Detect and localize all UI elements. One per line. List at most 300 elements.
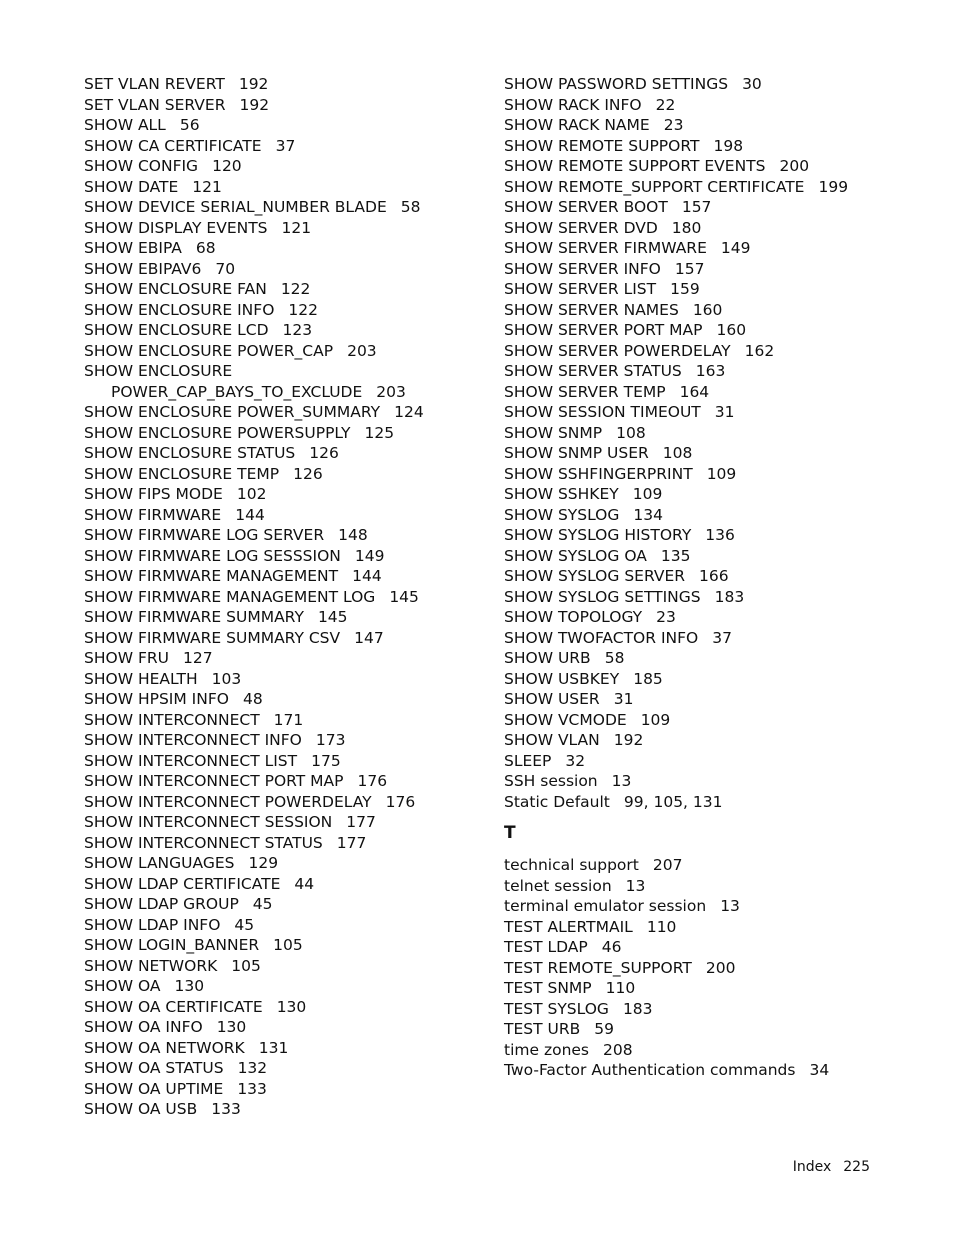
index-entry <box>84 300 484 321</box>
index-column-left <box>84 74 484 1120</box>
index-term: SHOW SERVER FIRMWARE <box>504 239 707 257</box>
index-page-ref[interactable]: 157 <box>674 259 705 278</box>
index-term: SHOW LOGIN_BANNER <box>84 936 260 954</box>
index-term: telnet session <box>504 876 612 895</box>
index-page-ref[interactable]: 103 <box>211 669 242 688</box>
index-term: SHOW LDAP GROUP <box>84 895 239 913</box>
index-term: SHOW OA STATUS <box>84 1059 224 1077</box>
index-page-ref[interactable]: 203 <box>347 341 377 360</box>
index-entry <box>84 505 484 526</box>
index-page-ref[interactable]: 58 <box>604 649 625 667</box>
index-page-ref[interactable]: 192 <box>238 75 269 93</box>
index-term: SHOW REMOTE SUPPORT EVENTS <box>504 157 766 175</box>
index-entry <box>84 402 484 423</box>
index-term: SET VLAN REVERT <box>84 75 225 93</box>
index-page-ref[interactable]: 148 <box>338 526 368 544</box>
index-entry <box>504 999 904 1020</box>
index-page-ref[interactable]: 207 <box>652 856 683 874</box>
index-entry <box>84 177 484 198</box>
index-page-ref[interactable]: 13 <box>625 876 646 895</box>
index-page-ref[interactable]: 31 <box>714 403 735 421</box>
index-entry <box>84 156 484 177</box>
index-page-ref[interactable]: 130 <box>276 997 307 1016</box>
index-term: SHOW ENCLOSURE TEMP <box>84 464 280 483</box>
index-entry <box>504 958 904 979</box>
index-term: SHOW ENCLOSURE FAN <box>84 280 267 298</box>
index-entry <box>504 402 904 423</box>
index-entry <box>504 937 904 958</box>
index-page-ref[interactable]: 123 <box>282 321 313 339</box>
index-term: SHOW ENCLOSURE LCD <box>84 321 269 339</box>
index-page-ref[interactable]: 144 <box>352 567 382 585</box>
index-section-s-continued <box>504 74 904 812</box>
index-entry <box>84 197 484 218</box>
index-page-ref[interactable]: 44 <box>294 874 315 893</box>
index-entry <box>504 177 904 198</box>
index-page-ref[interactable]: 149 <box>720 239 751 257</box>
index-entry <box>504 238 904 259</box>
index-term: SHOW INTERCONNECT INFO <box>84 731 302 749</box>
index-entry <box>84 1079 484 1100</box>
index-entry <box>84 136 484 157</box>
index-entry <box>84 648 484 669</box>
index-page-ref[interactable]: 192 <box>613 731 644 749</box>
index-entry <box>84 833 484 854</box>
index-page-ref[interactable]: 46 <box>601 938 622 956</box>
index-term: SHOW RACK NAME <box>504 116 650 134</box>
index-page-ref[interactable]: 173 <box>315 731 346 749</box>
index-page-ref[interactable]: 105 <box>231 956 261 975</box>
index-page-ref[interactable]: 145 <box>317 608 348 626</box>
index-entry <box>504 669 904 690</box>
index-entry <box>504 197 904 218</box>
index-entry <box>84 730 484 751</box>
index-entry <box>504 546 904 567</box>
page-number: 225 <box>843 1159 870 1175</box>
index-entry <box>84 997 484 1018</box>
index-entry <box>84 525 484 546</box>
index-term: Static Default <box>504 792 610 811</box>
index-page-ref[interactable]: 109 <box>640 710 671 729</box>
index-entry <box>504 505 904 526</box>
index-page-ref[interactable]: 160 <box>692 300 723 319</box>
index-term: SLEEP <box>504 751 552 770</box>
index-page-ref[interactable]: 122 <box>288 300 318 319</box>
index-entry <box>504 423 904 444</box>
index-page-ref[interactable]: 99, 105, 131 <box>623 792 723 811</box>
index-page-ref[interactable]: 37 <box>275 136 296 155</box>
index-term: SHOW REMOTE_SUPPORT CERTIFICATE <box>504 177 805 196</box>
index-term: SHOW TOPOLOGY <box>504 608 643 626</box>
index-page-ref[interactable]: 177 <box>346 813 376 831</box>
index-term: SHOW ENCLOSURE STATUS <box>84 444 296 462</box>
index-page-ref[interactable]: 109 <box>632 485 663 503</box>
index-page-ref[interactable]: 109 <box>706 464 737 483</box>
index-entry <box>84 443 484 464</box>
index-term: SHOW SERVER INFO <box>504 259 661 278</box>
index-entry <box>84 751 484 772</box>
index-page-ref[interactable]: 162 <box>744 341 775 360</box>
index-term: SHOW HPSIM INFO <box>84 690 229 708</box>
index-term: SHOW DISPLAY EVENTS <box>84 218 268 237</box>
index-page-ref[interactable]: 130 <box>174 977 205 995</box>
index-term: SHOW SESSION TIMEOUT <box>504 403 701 421</box>
index-term: SHOW CONFIG <box>84 157 199 175</box>
index-term: SHOW FIRMWARE LOG SERVER <box>84 526 325 544</box>
index-page-ref[interactable]: 177 <box>336 833 367 852</box>
index-page-ref[interactable]: 70 <box>215 259 236 278</box>
index-entry <box>84 238 484 259</box>
index-entry <box>84 669 484 690</box>
index-term: SHOW FRU <box>84 649 169 667</box>
index-term: TEST URB <box>504 1020 581 1038</box>
index-page-ref[interactable]: 120 <box>212 157 242 175</box>
index-entry <box>504 218 904 239</box>
index-page-ref[interactable]: 126 <box>293 464 323 483</box>
index-term: SHOW ENCLOSURE <box>84 362 233 380</box>
index-term: SHOW SERVER LIST <box>504 280 657 298</box>
index-term: SHOW INTERCONNECT PORT MAP <box>84 772 344 790</box>
index-entry <box>504 771 904 792</box>
index-page-ref[interactable]: 37 <box>712 628 732 647</box>
page-footer <box>793 1157 870 1177</box>
index-page-ref[interactable]: 105 <box>273 936 303 954</box>
index-entry <box>84 874 484 895</box>
index-entry <box>84 894 484 915</box>
index-term: terminal emulator session <box>504 897 707 915</box>
index-entry <box>504 566 904 587</box>
index-entry <box>504 136 904 157</box>
index-entry <box>504 648 904 669</box>
index-page-ref[interactable]: 163 <box>695 362 726 380</box>
index-section-letter: T <box>504 823 516 843</box>
index-entry <box>84 259 484 280</box>
index-term: SHOW SERVER NAMES <box>504 300 679 319</box>
index-entry <box>84 1038 484 1059</box>
index-entry <box>504 896 904 917</box>
index-entry <box>504 74 904 95</box>
index-term: SHOW INTERCONNECT LIST <box>84 751 298 770</box>
index-page-ref[interactable]: 160 <box>716 321 747 339</box>
index-page-ref[interactable]: 23 <box>663 116 684 134</box>
index-term: SHOW LDAP CERTIFICATE <box>84 874 281 893</box>
index-entry <box>84 95 484 116</box>
index-entry <box>84 628 484 649</box>
index-term: SHOW FIRMWARE SUMMARY CSV <box>84 628 341 647</box>
index-term: SHOW INTERCONNECT <box>84 710 260 729</box>
index-page-ref[interactable]: 110 <box>605 979 636 997</box>
index-term: SHOW SERVER POWERDELAY <box>504 341 731 360</box>
index-entry <box>84 689 484 710</box>
index-term: SHOW HEALTH <box>84 669 198 688</box>
index-term: SET VLAN SERVER <box>84 95 226 114</box>
index-term: SHOW ALL <box>84 116 166 134</box>
index-page-ref[interactable]: 31 <box>613 690 634 708</box>
index-entry <box>504 730 904 751</box>
index-entry <box>84 566 484 587</box>
index-page-ref[interactable]: 145 <box>389 587 419 606</box>
index-page-ref[interactable]: 132 <box>237 1059 268 1077</box>
index-page-ref[interactable]: 45 <box>252 895 273 913</box>
index-page-ref[interactable]: 13 <box>720 897 740 915</box>
index-page-ref[interactable]: 171 <box>273 710 304 729</box>
index-page-ref[interactable]: 180 <box>671 218 702 237</box>
index-page-ref[interactable]: 59 <box>594 1020 614 1038</box>
index-entry <box>504 587 904 608</box>
index-term: technical support <box>504 856 639 874</box>
index-entry <box>84 484 484 505</box>
index-page-ref[interactable]: 126 <box>309 444 339 462</box>
index-term: SHOW VCMODE <box>504 710 627 729</box>
index-column-right <box>504 74 904 1081</box>
index-page-ref[interactable]: 13 <box>611 772 632 790</box>
index-term: SHOW SNMP <box>504 423 603 442</box>
index-term: SHOW USBKEY <box>504 669 620 688</box>
index-term: SHOW FIRMWARE MANAGEMENT <box>84 567 339 585</box>
index-entry <box>504 855 904 876</box>
index-term: SHOW NETWORK <box>84 956 218 975</box>
index-page-ref[interactable]: 175 <box>311 751 341 770</box>
index-entry <box>504 628 904 649</box>
index-page-ref[interactable]: 208 <box>603 1040 633 1059</box>
index-page-ref[interactable]: 23 <box>656 608 676 626</box>
index-entry <box>504 751 904 772</box>
index-page-ref[interactable]: 133 <box>237 1079 267 1098</box>
index-term: POWER_CAP_BAYS_TO_EXCLUDE <box>111 382 363 401</box>
index-entry <box>84 710 484 731</box>
index-section-t <box>504 855 904 1081</box>
index-entry <box>84 607 484 628</box>
index-entry <box>84 423 484 444</box>
index-entry <box>504 792 904 813</box>
index-term: SHOW PASSWORD SETTINGS <box>504 75 729 93</box>
index-term: SHOW OA CERTIFICATE <box>84 997 263 1016</box>
index-term: time zones <box>504 1040 590 1059</box>
index-term: SHOW SERVER DVD <box>504 218 658 237</box>
index-entry <box>504 710 904 731</box>
index-entry <box>504 156 904 177</box>
index-term: SHOW VLAN <box>504 731 600 749</box>
index-page-ref[interactable]: 200 <box>705 958 736 977</box>
index-page-ref[interactable]: 102 <box>236 485 267 503</box>
index-term: SHOW SERVER BOOT <box>504 198 668 216</box>
index-term: SHOW EBIPA <box>84 239 182 257</box>
index-term: SHOW ENCLOSURE INFO <box>84 300 275 319</box>
index-entry <box>84 218 484 239</box>
index-page-ref[interactable]: 203 <box>376 382 406 401</box>
index-page-ref[interactable]: 22 <box>655 95 676 114</box>
index-term: SHOW USER <box>504 690 600 708</box>
index-page-ref[interactable]: 34 <box>809 1061 830 1079</box>
index-page-ref[interactable]: 131 <box>258 1038 289 1057</box>
index-term: TEST SNMP <box>504 979 592 997</box>
index-entry <box>504 1040 904 1061</box>
index-page-ref[interactable]: 185 <box>633 669 663 688</box>
index-entry <box>84 341 484 362</box>
index-entry <box>504 279 904 300</box>
index-entry <box>84 320 484 341</box>
index-page-ref[interactable]: 108 <box>616 423 646 442</box>
index-term: SSH session <box>504 772 598 790</box>
index-page-ref[interactable]: 68 <box>195 239 216 257</box>
index-term: SHOW OA NETWORK <box>84 1038 245 1057</box>
index-term: SHOW ENCLOSURE POWER_CAP <box>84 341 334 360</box>
index-page-ref[interactable]: 176 <box>385 792 416 811</box>
index-term: SHOW ENCLOSURE POWERSUPPLY <box>84 423 351 442</box>
index-entry <box>84 935 484 956</box>
index-entry <box>504 382 904 403</box>
index-term: SHOW EBIPAV6 <box>84 259 202 278</box>
index-entry <box>504 259 904 280</box>
index-term: TEST ALERTMAIL <box>504 917 633 936</box>
index-page-ref[interactable]: 199 <box>818 177 849 196</box>
index-term: SHOW SERVER STATUS <box>504 362 682 380</box>
index-entry <box>504 320 904 341</box>
index-term: SHOW DEVICE SERIAL_NUMBER BLADE <box>84 198 387 216</box>
index-entry <box>84 1099 484 1120</box>
index-entry <box>504 443 904 464</box>
index-page-ref[interactable]: 122 <box>280 280 311 298</box>
index-term: SHOW ENCLOSURE POWER_SUMMARY <box>84 403 381 421</box>
index-entry <box>504 361 904 382</box>
index-page-ref[interactable]: 125 <box>364 423 395 442</box>
index-page-ref[interactable]: 144 <box>235 505 265 524</box>
index-entry <box>504 689 904 710</box>
index-page-ref[interactable]: 58 <box>400 198 421 216</box>
index-entry <box>84 1017 484 1038</box>
index-page-ref[interactable]: 135 <box>660 546 691 565</box>
index-page-ref[interactable]: 133 <box>211 1100 241 1118</box>
index-entry <box>84 115 484 136</box>
index-term: SHOW SYSLOG SETTINGS <box>504 587 701 606</box>
index-term: Two-Factor Authentication commands <box>504 1061 796 1079</box>
index-entry <box>84 1058 484 1079</box>
index-entry <box>84 915 484 936</box>
index-page-ref[interactable]: 121 <box>281 218 312 237</box>
index-page-ref[interactable]: 147 <box>354 628 384 647</box>
index-page-ref[interactable]: 129 <box>248 854 279 872</box>
index-term: SHOW TWOFACTOR INFO <box>504 628 699 647</box>
index-term: SHOW OA INFO <box>84 1018 203 1036</box>
index-entry <box>504 876 904 897</box>
index-page-ref[interactable]: 183 <box>714 587 745 606</box>
index-term: SHOW OA USB <box>84 1100 198 1118</box>
index-term: SHOW SYSLOG OA <box>504 546 647 565</box>
index-entry <box>504 978 904 999</box>
index-page-ref[interactable]: 56 <box>179 116 200 134</box>
index-term: SHOW SSHFINGERPRINT <box>504 464 693 483</box>
index-entry <box>504 341 904 362</box>
index-term: SHOW LANGUAGES <box>84 854 235 872</box>
index-entry <box>84 279 484 300</box>
index-page-ref[interactable]: 176 <box>357 772 388 790</box>
index-entry <box>84 546 484 567</box>
index-page-ref[interactable]: 192 <box>239 95 270 114</box>
index-entry <box>504 464 904 485</box>
index-page-ref[interactable]: 45 <box>234 915 255 934</box>
index-entry <box>504 1060 904 1081</box>
index-term: SHOW DATE <box>84 177 179 196</box>
index-entry <box>84 976 484 997</box>
index-page-ref[interactable]: 134 <box>633 505 663 524</box>
index-term: SHOW OA UPTIME <box>84 1079 224 1098</box>
index-term: SHOW INTERCONNECT SESSION <box>84 813 333 831</box>
index-page-ref[interactable]: 110 <box>646 917 677 936</box>
index-page-ref[interactable]: 136 <box>705 526 735 544</box>
index-page-ref[interactable]: 157 <box>681 198 712 216</box>
index-term: SHOW FIRMWARE SUMMARY <box>84 608 304 626</box>
index-entry <box>84 771 484 792</box>
index-page-ref[interactable]: 166 <box>699 567 729 585</box>
index-entry <box>84 956 484 977</box>
index-page-ref[interactable]: 127 <box>182 649 213 667</box>
index-page-ref[interactable]: 183 <box>622 999 653 1018</box>
index-entry <box>84 853 484 874</box>
index-term: SHOW CA CERTIFICATE <box>84 136 262 155</box>
index-term: SHOW SERVER TEMP <box>504 382 666 401</box>
index-term: SHOW FIRMWARE <box>84 505 222 524</box>
index-term: SHOW SNMP USER <box>504 444 649 462</box>
index-term: SHOW INTERCONNECT STATUS <box>84 833 323 852</box>
index-term: SHOW SYSLOG <box>504 505 620 524</box>
index-term: SHOW SERVER PORT MAP <box>504 321 703 339</box>
index-term: SHOW INTERCONNECT POWERDELAY <box>84 792 372 811</box>
index-page-ref[interactable]: 159 <box>670 280 700 298</box>
index-entry <box>504 484 904 505</box>
index-entry <box>84 812 484 833</box>
index-page-ref[interactable]: 30 <box>742 75 762 93</box>
index-page-ref[interactable]: 32 <box>565 751 586 770</box>
index-term: TEST REMOTE_SUPPORT <box>504 958 692 977</box>
index-entry <box>84 587 484 608</box>
index-entry <box>504 917 904 938</box>
index-page-ref[interactable]: 121 <box>192 177 222 196</box>
index-term: SHOW SSHKEY <box>504 485 619 503</box>
index-page-ref[interactable]: 164 <box>679 382 710 401</box>
index-page-ref[interactable]: 198 <box>713 136 744 155</box>
index-term: SHOW SYSLOG HISTORY <box>504 526 692 544</box>
index-term: SHOW LDAP INFO <box>84 915 221 934</box>
index-page-ref[interactable]: 130 <box>216 1018 247 1036</box>
index-page-ref[interactable]: 149 <box>354 546 385 565</box>
footer-label: Index <box>792 1159 832 1175</box>
index-term: SHOW REMOTE SUPPORT <box>504 136 700 155</box>
index-entry <box>84 361 484 382</box>
index-page-ref[interactable]: 48 <box>242 690 263 708</box>
index-entry <box>84 464 484 485</box>
index-entry <box>84 382 484 403</box>
index-term: SHOW SYSLOG SERVER <box>504 567 686 585</box>
index-term: SHOW FIPS MODE <box>84 485 223 503</box>
index-entry <box>504 1019 904 1040</box>
index-entry <box>84 792 484 813</box>
index-term: SHOW OA <box>84 977 161 995</box>
index-page-ref[interactable]: 124 <box>394 403 424 421</box>
index-entry <box>504 300 904 321</box>
index-entry <box>504 525 904 546</box>
index-term: TEST SYSLOG <box>504 999 609 1018</box>
index-entry <box>504 115 904 136</box>
index-page-ref[interactable]: 200 <box>779 157 810 175</box>
index-term: SHOW FIRMWARE MANAGEMENT LOG <box>84 587 376 606</box>
index-entry <box>504 95 904 116</box>
index-entry <box>504 607 904 628</box>
index-page-ref[interactable]: 108 <box>662 444 693 462</box>
index-entry <box>84 74 484 95</box>
index-term: SHOW URB <box>504 649 591 667</box>
index-term: SHOW RACK INFO <box>504 95 642 114</box>
index-term: SHOW FIRMWARE LOG SESSSION <box>84 546 341 565</box>
